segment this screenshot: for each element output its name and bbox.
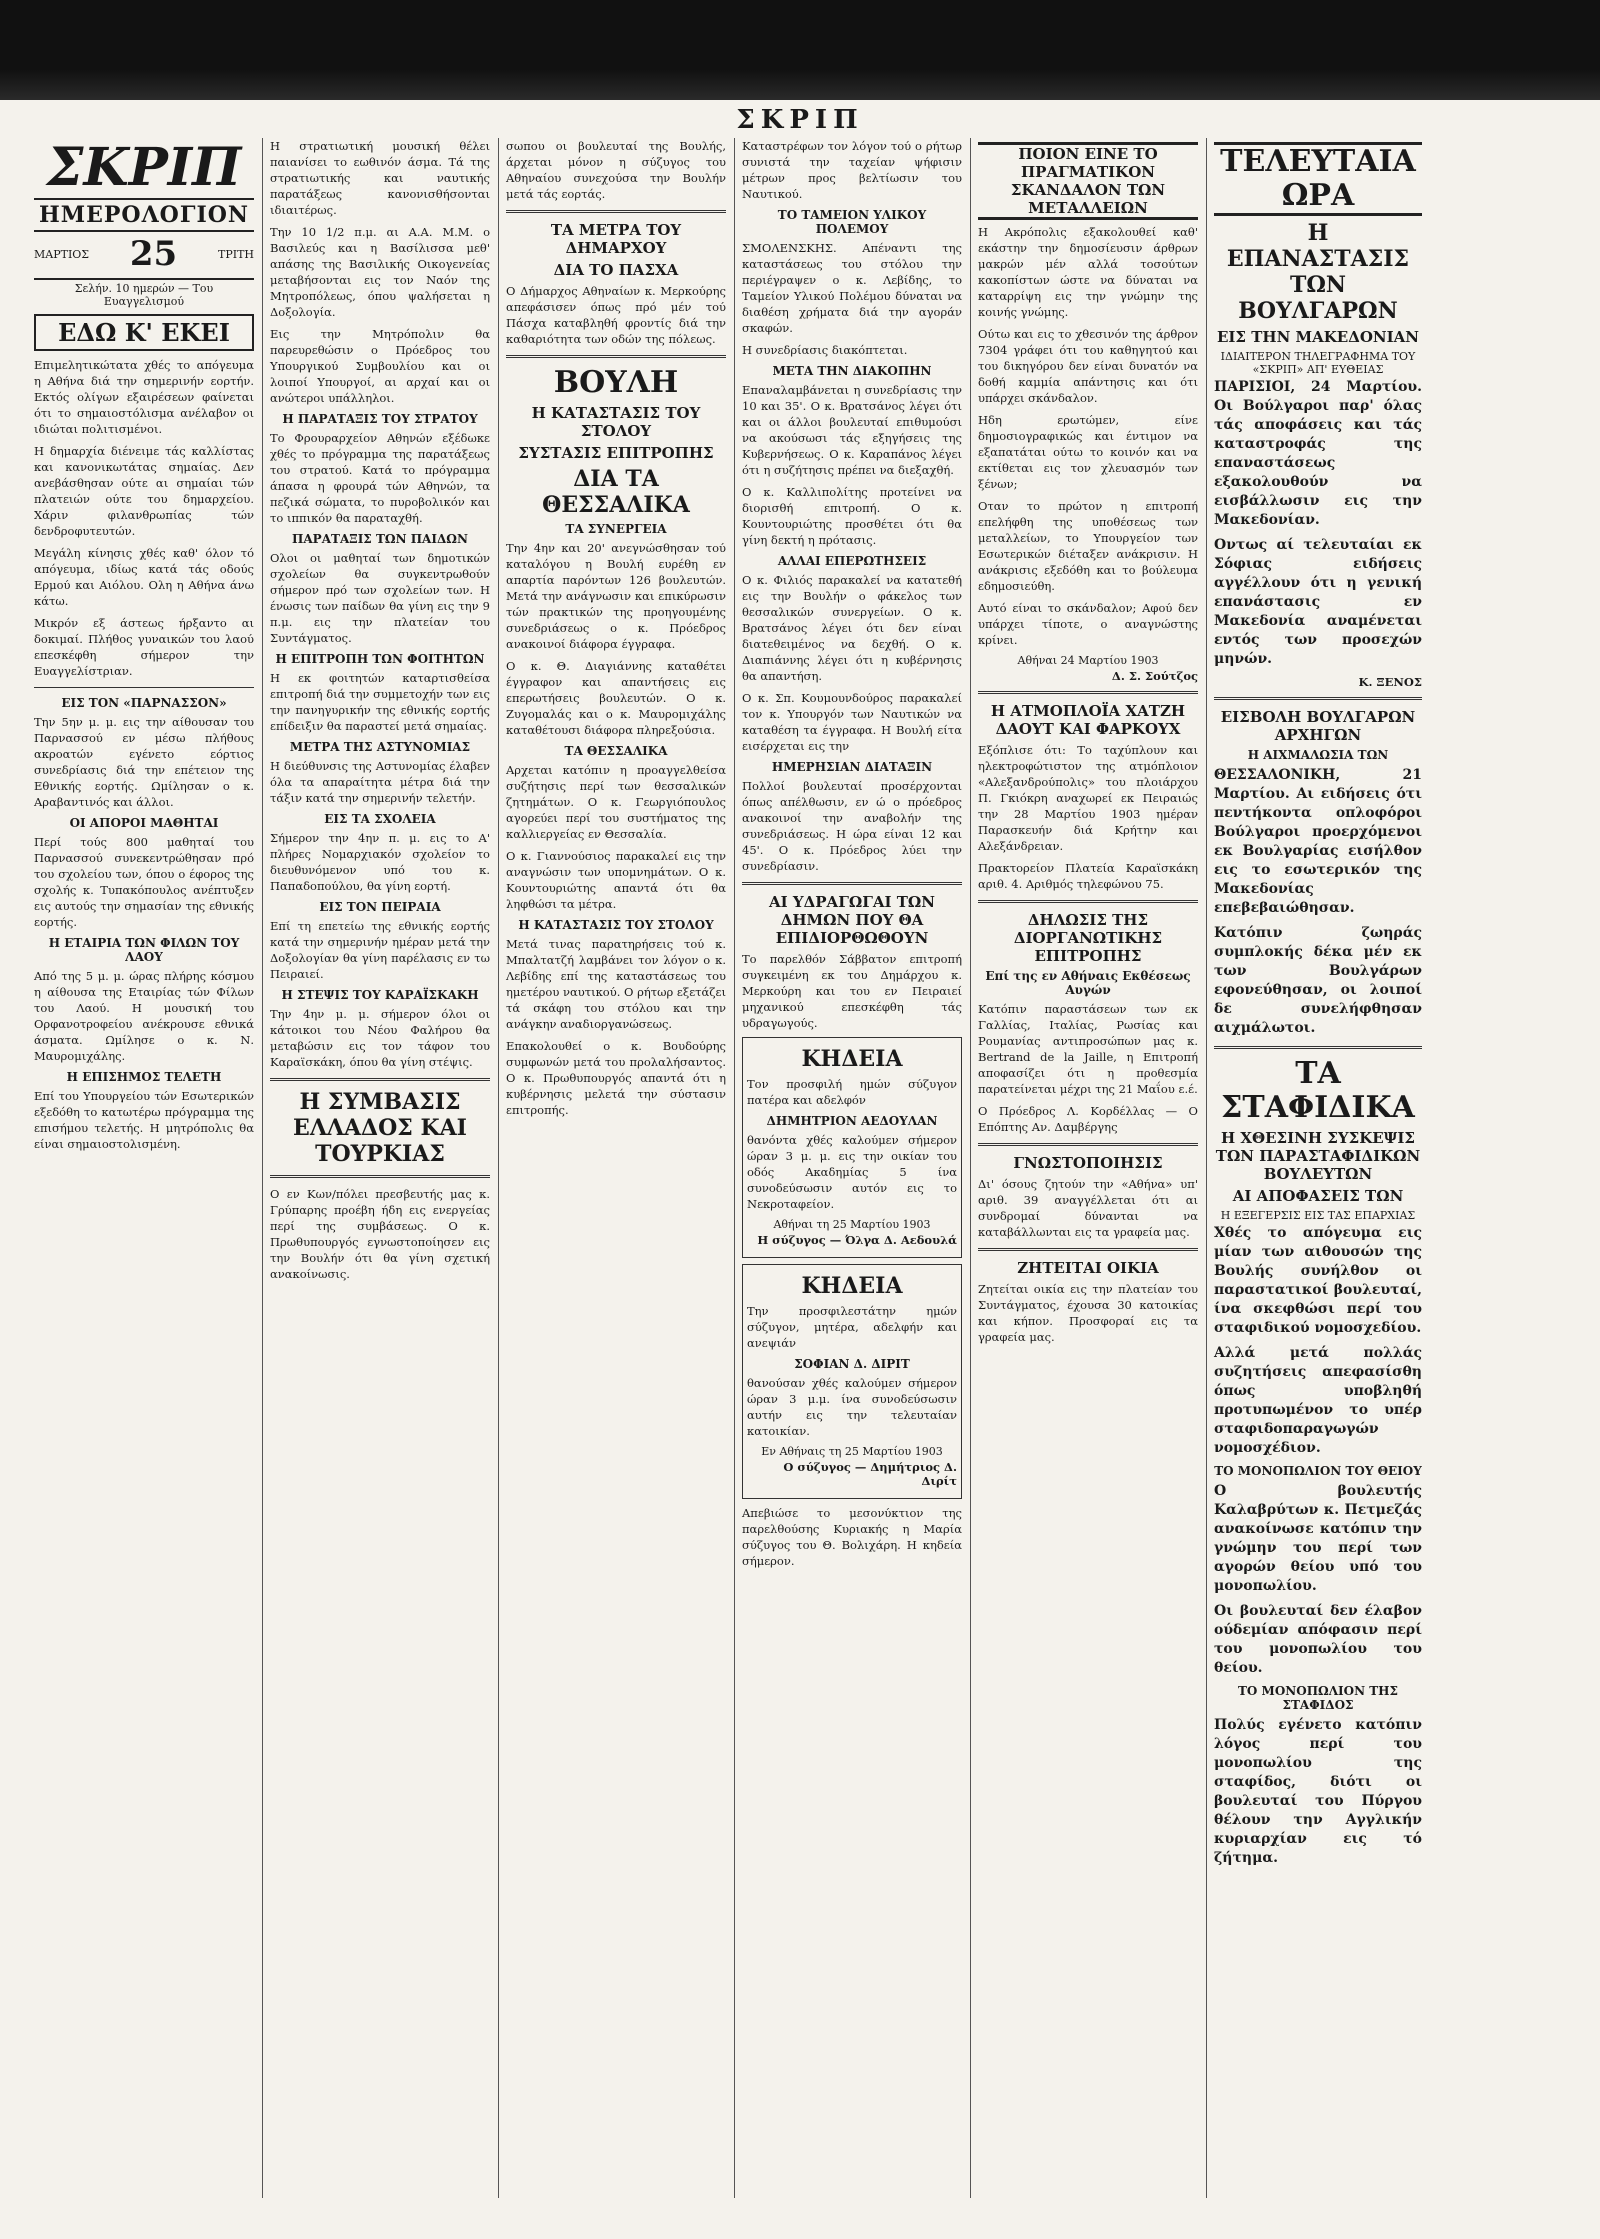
notice-date: Αθήναι τη 25 Μαρτίου 1903	[773, 1218, 931, 1231]
date-weekday: ΤΡΙΤΗ	[217, 247, 254, 261]
article-text: Η Ακρόπολις εξακολουθεί καθ' εκάστην την δημοσίευσιν άρθρων μακρών μέν αλλά τοσούτων κακοπίστων ώστε να δύναται να καταρρίψη εις την γνώμην της κοινής γνώμης.	[978, 225, 1198, 319]
date-extra: Σελήν. 10 ημερών — Του Ευαγγελισμού	[74, 282, 214, 308]
article-text: Η δημαρχία διένειμε τάς καλλίστας και κανονικωτάτας σημαίας. Δεν ανεβάσθησαν ούτε αι σημαίαι τών πλατειών ούτε του δημαρχείου. Χάριν φιλανθρωπίας τών δενδροφυτευτών.	[34, 444, 254, 538]
article-text: Περί τούς 800 μαθηταί του Παρνασσού συνεκεντρώθησαν πρό του σχολείου των, όπου ο έφορος της σχολής κ. Τυπακόπουλος ανέπτυξεν εις αυτούς την σημασίαν της εθνικής εορτής.	[34, 835, 254, 929]
headline-zitoitai: ΖΗΤΕΙΤΑΙ ΟΙΚΙΑ	[1017, 1259, 1159, 1277]
article-text: Την 4ην και 20' ανεγνώσθησαν τού καταλόγου η Βουλή ευρέθη εν απαρτία παρόντων 126 βουλευτών. Μετά την ανάγνωσιν και επικύρωσιν τών πρακτικών της προηγουμένης συνεδριάσεως ο κ. Πρόεδρος ανακοινοί διάφορα έγγραφα.	[506, 541, 726, 651]
headline-epitropis: ΑΛΛΑΙ ΕΠΕΡΩΤΗΣΕΙΣ	[777, 554, 927, 568]
article-signature: Κ. ΞΕΝΟΣ	[1358, 675, 1422, 689]
notice-text: Την προσφιλεστάτην ημών σύζυγον, μητέρα, αδελφήν και ανεψιάν	[747, 1304, 957, 1350]
article-text: σωπου οι βουλευταί της Βουλής, άρχεται μόνον η σύζυγος του Αθηναίου συνεχούσα την Βουλήν μετά τάς εορτάς.	[506, 139, 726, 201]
headline-epanastasis: Η ΕΠΑΝΑΣΤΑΣΙΣ ΤΩΝ ΒΟΥΛΓΑΡΩΝ	[1226, 220, 1410, 324]
ad-text: Κατόπιν παραστάσεων των εκ Γαλλίας, Ιταλίας, Ρωσίας και Ρουμανίας αντιπροσώπων μας κ. Bertrand de la Jaille, η Επιτροπή αποφασίζει ότι η προθεσμία παρατείνεται μέχρι της 21 Μαΐου ε.έ.	[978, 1002, 1198, 1096]
divider	[34, 687, 254, 688]
article-text: Οταν το πρώτον η επιτροπή επελήφθη της υποθέσεως των μεταλλείων, το Υπουργείον των Εσωτερικών διέταξεν ανάκρισιν. Η ανάκρισις εξεδόθη και το βούλευμα εδημοσιεύθη.	[978, 499, 1198, 593]
column-rule	[970, 138, 971, 2198]
divider	[1214, 697, 1422, 700]
divider	[978, 900, 1198, 903]
article-text: Πολύς εγένετο κατόπιν λόγος περί του μονοπωλίου της σταφίδος, διότι οι βουλευταί του Πύργου θέλουν την Αγγλικήν κυριαρχίαν εις τό ζήτημα.	[1214, 1717, 1422, 1866]
divider	[506, 210, 726, 213]
telegram-label: ΙΔΙΑΙΤΕΡΟΝ ΤΗΛΕΓΡΑΦΗΜΑ ΤΟΥ «ΣΚΡΙΠ» ΑΠ' ΕΥΘΕΙΑΣ	[1220, 350, 1416, 376]
divider	[978, 1248, 1198, 1251]
headline-imerisian: ΗΜΕΡΗΣΙΑΝ ΔΙΑΤΑΞΙΝ	[771, 760, 933, 774]
article-signature: Δ. Σ. Σούτζος	[1111, 669, 1198, 683]
divider	[270, 1078, 490, 1081]
article-text: Ο εν Κων/πόλει πρεσβευτής μας κ. Γρύπαρης προέβη ήδη εις ενεργείας περί της συμβάσεως. Ο κ. Πρωθυπουργός εγνωστοποίησεν εις την Βουλήν ότι θα γίνη σχετική ανακοίνωσις.	[270, 1187, 490, 1281]
headline-etairia: Η ΕΤΑΙΡΙΑ ΤΩΝ ΦΙΛΩΝ ΤΟΥ ΛΑΟΥ	[48, 936, 240, 964]
ad-text: Εξόπλισε ότι: Το ταχύπλουν και ηλεκτροφώτιστον της ατμόπλοιον «Αλεξανδρούπολις» του πλοιάρχου Π. Γκιόκρη αναχωρεί εκ Πειραιώς την 28 Μαρτίου 1903 ημέραν Παρασκευήν διά Κρήτην και Αλεξάνδρειαν.	[978, 743, 1198, 853]
masthead-sub: ΗΜΕΡΟΛΟΓΙΟΝ	[34, 198, 254, 232]
article-text: Αυτό είναι το σκάνδαλον; Αφού δεν υπάρχει τίποτε, ο αναγνώστης κρίνει.	[978, 601, 1198, 647]
headline-parnassos: ΕΙΣ ΤΟΝ «ΠΑΡΝΑΣΣΟΝ»	[61, 696, 227, 710]
article-text: ΣΜΟΛΕΝΣΚΗΣ. Απέναντι της καταστάσεως του στόλου την περιέγραψεν ο κ. Λεβίδης, το Ταμείον Υλικού Πολέμου δύναται να διαθέση χρήματα διά την αγοράν σκαφών.	[742, 241, 962, 335]
notice-date: Εν Αθήναις τη 25 Μαρτίου 1903	[761, 1445, 943, 1458]
headline-monopolion: ΤΟ ΜΟΝΟΠΩΛΙΟΝ ΤΟΥ ΘΕΙΟΥ	[1214, 1464, 1422, 1478]
article-text: Η διεύθυνσις της Αστυνομίας έλαβεν όλα τα απαραίτητα μέτρα διά την τάξιν κατά την σημερινήν τελετήν.	[270, 759, 490, 805]
divider	[506, 355, 726, 358]
column-rule	[1206, 138, 1207, 2198]
column-5	[972, 138, 1204, 2198]
article-text: Την 5ην μ. μ. εις την αίθουσαν του Παρνασσού εν μέσω πλήθους ακροατών εγένετο εόρτιος συνεδρίασις διά την επέτειον της Εθνικής εορτής. Ωμίλησαν ο κ. Αραβαντινός και άλλοι.	[34, 715, 254, 809]
headline-poion: ΠΟΙΟΝ ΕΙΝΕ ΤΟ ΠΡΑΓΜΑΤΙΚΟΝ ΣΚΑΝΔΑΛΟΝ ΤΩΝ ΜΕΤΑΛΛΕΙΩΝ	[978, 142, 1198, 220]
notice-signature: Ο σύζυγος — Δημήτριος Δ. Διρίτ	[783, 1460, 957, 1488]
funeral-notice-1	[742, 1037, 962, 1258]
article-text: Η συνεδρίασις διακόπτεται.	[742, 343, 908, 357]
article-text: Επαναλαμβάνεται η συνεδρίασις την 10 και 35'. Ο κ. Βρατσάνος λέγει ότι και οι άλλοι βουλευταί επιθυμούσι να ακούσωσι τάς εξηγήσεις της Κυβερνήσεως. Ο κ. Καραπάνος λέγει ότι η συζήτησις πρέπει να διεξαχθή.	[742, 383, 962, 477]
article-text: Από της 5 μ. μ. ώρας πλήρης κόσμου η αίθουσα της Εταιρίας τών Φίλων του Λαού. Η μουσική του Ορφανοτροφείου ανέκρουσε εθνικά άσματα. Ωμίλησε ο κ. Ν. Μαυρομιχάλης.	[34, 969, 254, 1063]
ad-text: Ο Πρόεδρος Λ. Κορδέλλας — Ο Επόπτης Αν. Δαμβέργης	[978, 1104, 1198, 1134]
headline-gnostopoiisis: ΓΝΩΣΤΟΠΟΙΗΣΙΣ	[1013, 1154, 1163, 1172]
headline-metra: ΤΑ ΜΕΤΡΑ ΤΟΥ ΔΗΜΑΡΧΟΥ	[550, 221, 682, 257]
column-3	[500, 138, 732, 2198]
deceased-name: ΣΟΦΙΑΝ Δ. ΔΙΡΙΤ	[794, 1357, 910, 1371]
headline-systasis: ΣΥΣΤΑΣΙΣ ΕΠΙΤΡΟΠΗΣ	[518, 444, 714, 462]
ad-text: Δι' όσους ζητούν την «Αθήνα» υπ' αριθ. 39 αναγγέλλεται ότι αι συνδρομαί δύνανται να καταβάλλωνται εις τα γραφεία μας.	[978, 1177, 1198, 1239]
divider	[270, 1175, 490, 1178]
divider	[1214, 1046, 1422, 1049]
article-text: Ο βουλευτής Καλαβρύτων κ. Πετμεζάς ανακοίνωσε κατόπιν την γνώμην του περί των αγορών θείου υπό του μονοπωλίου.	[1214, 1483, 1422, 1594]
article-text: Η στρατιωτική μουσική θέλει παιανίσει το εωθινόν άσμα. Τά της στρατιωτικής και ναυτικής παρατάξεως κανονισθήσονται ιδιαιτέρως.	[270, 139, 490, 217]
article-text: Μικρόν εξ άστεως ήρξαντο αι δοκιμαί. Πλήθος γυναικών του λαού επεσκέφθη σήμερον την Ευαγγελίστριαν.	[34, 616, 254, 678]
divider	[742, 882, 962, 885]
column-rule	[262, 138, 263, 2198]
headline-makedonia: ΕΙΣ ΤΗΝ ΜΑΚΕΔΟΝΙΑΝ	[1216, 328, 1420, 346]
article-text: Ο κ. Φιλιός παρακαλεί να κατατεθή εις την Βουλήν ο φάκελος των θεσσαλικών συνεργείων. Ο κ. Βρατσάνος λέγει ότι δεν είναι διατεθειμένος να δεχθή. Ο κ. Διαπιάννης λέγει ότι η κυβέρνησις θα απαντήση.	[742, 573, 962, 683]
headline-katastasis: Η ΚΑΤΑΣΤΑΣΙΣ ΤΟΥ ΣΤΟΛΟΥ	[531, 404, 701, 440]
article-text: ΠΑΡΙΣΙΟΙ, 24 Μαρτίου. Οι Βούλγαροι παρ' όλας τάς αποφάσεις και τάς καταστροφάς της επαναστάσεως εξακολουθούν να εισβάλλωσιν εις την Μακεδονίαν.	[1214, 379, 1422, 528]
headline-aporoi: ΟΙ ΑΠΟΡΟΙ ΜΑΘΗΤΑΙ	[69, 816, 219, 830]
notice-text: θανόντα χθές καλούμεν σήμερον ώραν 3 μ. μ. εις την οικίαν του οδός Ακαδημίας 5 ίνα συνοδεύσωσιν αυτόν εις το Νεκροταφείον.	[747, 1133, 957, 1211]
headline-kideia: ΚΗΔΕΙΑ	[801, 1046, 903, 1072]
date-month: ΜΑΡΤΙΟΣ	[34, 247, 90, 261]
article-text: Ούτω και εις το χθεσινόν της άρθρον 7304 γράφει ότι του καθηγητού και του δικηγόρου δεν είναι δυνατόν να δοθή καμμία απάντησις και ότι υπάρχει σκάνδαλον.	[978, 327, 1198, 405]
headline-sxoleia: ΕΙΣ ΤΑ ΣΧΟΛΕΙΑ	[324, 812, 436, 826]
ad-text: Πρακτορείον Πλατεία Καραϊσκάκη αριθ. 4. Αριθμός τηλεφώνου 75.	[978, 861, 1198, 891]
headline-diloseis: ΔΗΛΩΣΙΣ ΤΗΣ ΔΙΟΡΓΑΝΩΤΙΚΗΣ ΕΠΙΤΡΟΠΗΣ	[1013, 911, 1163, 965]
ad-text: Ζητείται οικία εις την πλατείαν του Συντάγματος, έχουσα 30 κατοικίας και κήπον. Προσφοραί εις τα γραφεία μας.	[978, 1282, 1198, 1344]
headline-eisvoli: ΕΙΣΒΟΛΗ ΒΟΥΛΓΑΡΩΝ ΑΡΧΗΓΩΝ	[1220, 708, 1416, 744]
article-text: Ο Δήμαρχος Αθηναίων κ. Μερκούρης απεφάσισεν όπως πρό μέν τού Πάσχα καταβληθή φροντίς διά την καθαριότητα των οδών της πόλεως.	[506, 284, 726, 346]
article-text: Ο κ. Γιαννούσιος παρακαλεί εις την αναγνώσιν των υπομνημάτων. Ο κ. Κουντουριώτης απαντά ότι θα ληφθώσι τα μέτρα.	[506, 849, 726, 911]
article-text: Μεγάλη κίνησις χθές καθ' όλον τό απόγευμα, ιδίως κατά τάς οδούς Ερμού και Αιόλου. Ολη η Αθήνα άνω κάτω.	[34, 546, 254, 608]
deceased-name: ΔΗΜΗΤΡΙΟΝ ΑΕΔΟΥΛΑΝ	[766, 1114, 938, 1128]
article-text: Εις την Μητρόπολιν θα παρευρεθώσιν ο Πρόεδρος του Υπουργικού Συμβουλίου και οι λοιποί Υπουργοί, αι αρχαί και οι ανώτεροι υπάλληλοι.	[270, 327, 490, 405]
column-1	[28, 138, 260, 2198]
article-text: Χθές το απόγευμα εις μίαν των αιθουσών της Βουλής συνήλθον οι παραστατικοί βουλευταί, ίνα σκεφθώσι περί του σταφιδικού νομοσχεδίου.	[1214, 1225, 1422, 1336]
headline-diakopi: ΜΕΤΑ ΤΗΝ ΔΙΑΚΟΠΗΝ	[772, 364, 932, 378]
article-text: Ολοι οι μαθηταί των δημοτικών σχολείων θα συγκεντρωθούν σήμερον πρό των σχολείων των. Η ένωσις των παίδων θα γίνη εις την 9 π.μ. εις την πλατείαν του Συντάγματος.	[270, 551, 490, 645]
article-text: Επί του Υπουργείου τών Εσωτερικών εξεδόθη το κατωτέρω πρόγραμμα της επισήμου τελετής. Η μητρόπολις θα είναι σημαιοστολισμένη.	[34, 1089, 254, 1151]
article-text: Μετά τινας παρατηρήσεις τού κ. Μπαλτατζή λαμβάνει τον λόγον ο κ. Λεβίδης επί της καταστάσεως του ημετέρου ναυτικού. Ο ρήτωρ εξετάζει τά σκάφη του στόλου και την ανάγκην αναδιοργανώσεως.	[506, 937, 726, 1031]
article-text: Επακολουθεί ο κ. Βουδούρης συμφωνών μετά του προλαλήσαντος. Ο κ. Πρωθυπουργός απαντά ότι η κυβέρνησις μελετά την σύστασιν επιτροπής.	[506, 1039, 726, 1117]
article-text: Το Φρουραρχείον Αθηνών εξέδωκε χθές το πρόγραμμα της παρατάξεως του στρατού. Κατά το πρόγραμμα άπασα η φρουρά τών Αθηνών, τα πεζικά σώματα, το πυροβολικόν και το ιππικόν θα παραταχθή.	[270, 431, 490, 525]
article-text: Ηδη ερωτώμεν, είνε δημοσιογραφικώς και έντιμον να εξαπατάται ούτω το κοινόν και να εκτίθεται εις τον χλευασμόν των ξένων;	[978, 413, 1198, 491]
article-text: Επιμελητικώτατα χθές το απόγευμα η Αθήνα διά την σημερινήν εορτήν. Εκτός ολίγων εξαιρέσεων φαίνεται ότι το σημαιοστόλισμα ανέλαβον οι ιδιώται πολιτισμένοι.	[34, 358, 254, 436]
headline-teleutaia: ΤΕΛΕΥΤΑΙΑ ΩΡΑ	[1214, 142, 1422, 216]
column-rule	[498, 138, 499, 2198]
headline-vouli: ΒΟΥΛΗ	[553, 365, 679, 400]
article-text: Η εκ φοιτητών καταρτισθείσα επιτροπή διά την συμμετοχήν των εις την πανηγυρικήν της εθνικής εορτής επίδειξιν θα παραστεί μετά σημαίας.	[270, 671, 490, 733]
headline-paidon: ΠΑΡΑΤΑΞΙΣ ΤΩΝ ΠΑΙΔΩΝ	[292, 532, 468, 546]
column-rule	[734, 138, 735, 2198]
headline-tameion: ΤΟ ΤΑΜΕΙΟΝ ΥΛΙΚΟΥ ΠΟΛΕΜΟΥ	[777, 208, 927, 236]
headline-karaiskaki: Η ΣΤΕΨΙΣ ΤΟΥ ΚΑΡΑΪΣΚΑΚΗ	[281, 988, 479, 1002]
column-6	[1208, 138, 1428, 2198]
article-text: Σήμερον την 4ην π. μ. εις το Α' πλήρες Νομαρχιακόν σχολείον το διευθυνόμενον υπό του κ. Παπαδοπούλου, θα γίνη εορτή.	[270, 831, 490, 893]
headline-foititon: Η ΕΠΙΤΡΟΠΗ ΤΩΝ ΦΟΙΤΗΤΩΝ	[275, 652, 485, 666]
column-4	[736, 138, 968, 2198]
headline-kideia-2: ΚΗΔΕΙΑ	[801, 1273, 903, 1299]
headline-atmoplia: Η ΑΤΜΟΠΛΟΪΑ ΧΑΤΖΗ ΔΑΟΥΤ ΚΑΙ ΦΑΡΚΟΥΧ	[990, 702, 1186, 738]
notice-signature: Η σύζυγος — Όλγα Δ. Αεδουλά	[757, 1233, 957, 1247]
headline-aixm: Η ΑΙΧΜΑΛΩΣΙΑ ΤΩΝ	[1247, 748, 1389, 762]
headline-monopolion-2: ΤΟ ΜΟΝΟΠΩΛΙΟΝ ΤΗΣ ΣΤΑΦΙΔΟΣ	[1237, 1684, 1398, 1712]
headline-peiraia: ΕΙΣ ΤΟΝ ΠΕΙΡΑΙΑ	[319, 900, 441, 914]
article-text: Την 4ην μ. μ. σήμερον όλοι οι κάτοικοι του Νέου Φαλήρου θα μεταβώσιν εις τον τάφον του Καραϊσκάκη, όπου θα γίνη στέψις.	[270, 1007, 490, 1069]
scan-top-band	[0, 0, 1600, 100]
article-text: Ο κ. Καλλιπολίτης προτείνει να διορισθή επιτροπή. Ο κ. Κουντουριώτης προσθέτει ότι θα γίνη δεκτή η πρότασις.	[742, 485, 962, 547]
date-day: 25	[129, 234, 178, 274]
article-text: Πολλοί βουλευταί προσέρχονται όπως απέλθωσιν, εν ώ ο πρόεδρος ανακοινοί την αναβολήν της συνεδριάσεως. Η ώρα είναι 12 και 45'. Ο κ. Πρόεδρος λύει την συνεδρίασιν.	[742, 779, 962, 873]
article-text: Την 10 1/2 π.μ. αι Α.Α. Μ.Μ. ο Βασιλεύς και η Βασίλισσα μεθ' απάσης της Βασιλικής Οικογενείας μεταβήσονται εις τον Ναόν της Μητροπόλεως, όπου ψαλήσεται η Δοξολογία.	[270, 225, 490, 319]
article-text: Το παρελθόν Σάββατον επιτροπή συγκειμένη εκ του Δημάρχου κ. Μερκούρη και του εν Πειραιεί μηχανικού επεσκέφθη τάς υδραγωγούς.	[742, 952, 962, 1030]
headline-apofaseis: ΑΙ ΑΠΟΦΑΣΕΙΣ ΤΩΝ	[1232, 1187, 1404, 1205]
date-bar	[34, 232, 254, 280]
headline-thessalika-2: ΤΑ ΘΕΣΣΑΛΙΚΑ	[564, 744, 668, 758]
headline-parataxis: Η ΠΑΡΑΤΑΞΙΣ ΤΟΥ ΣΤΡΑΤΟΥ	[282, 412, 478, 426]
article-text: Καταστρέφων τον λόγον τού ο ρήτωρ συνιστά την ταχείαν ψήφισιν μέτρων προς βελτίωσιν του Ναυτικού.	[742, 139, 962, 201]
article-text: Αρχεται κατόπιν η προαγγελθείσα συζήτησις περί των θεσσαλικών ζητημάτων. Ο κ. Γεωργιόπουλος αγορεύει περί του συστήματος της καλλιεργείας εν Θεσσαλία.	[506, 763, 726, 841]
notice-text: Απεβιώσε το μεσονύκτιον της παρελθούσης Κυριακής η Μαρία σύζυγος του Θ. Βολιχάρη. Η κηδεία σήμερον.	[742, 1506, 962, 1568]
headline-episimos: Η ΕΠΙΣΗΜΟΣ ΤΕΛΕΤΗ	[66, 1070, 222, 1084]
headline-synergeia: ΤΑ ΣΥΝΕΡΓΕΙΑ	[565, 522, 667, 536]
headline-ydragogeia: ΑΙ ΥΔΡΑΓΩΓΑΙ ΤΩΝ ΔΗΜΩΝ ΠΟΥ ΘΑ ΕΠΙΔΙΟΡΘΩΘΟΥΝ	[769, 893, 935, 947]
article-date: Αθήναι 24 Μαρτίου 1903	[1017, 654, 1159, 667]
headline-syskepsis: Η ΧΘΕΣΙΝΗ ΣΥΣΚΕΨΙΣ ΤΩΝ ΠΑΡΑΣΤΑΦΙΔΙΚΩΝ ΒΟΥΛΕΥΤΩΝ	[1215, 1129, 1421, 1183]
headline-pasxa: ΔΙΑ ΤΟ ΠΑΣΧΑ	[553, 261, 679, 279]
headline-symvasis: Η ΣΥΜΒΑΣΙΣ ΕΛΛΑΔΟΣ ΚΑΙ ΤΟΥΡΚΙΑΣ	[293, 1089, 467, 1167]
headline-eparxias: Η ΕΞΕΓΕΡΣΙΣ ΕΙΣ ΤΑΣ ΕΠΑΡΧΙΑΣ	[1220, 1209, 1416, 1222]
notice-text: Τον προσφιλή ημών σύζυγον πατέρα και αδελφόν	[747, 1077, 957, 1107]
divider	[978, 691, 1198, 694]
newspaper-page	[28, 138, 1600, 2218]
article-text: Επί τη επετείω της εθνικής εορτής κατά την σημερινήν ημέραν μετά την Δοξολογίαν θα γίνη παρέλασις εν τω Πειραιεί.	[270, 919, 490, 981]
headline-katastasis-2: Η ΚΑΤΑΣΤΑΣΙΣ ΤΟΥ ΣΤΟΛΟΥ	[518, 918, 714, 932]
funeral-notice-2	[742, 1264, 962, 1499]
divider	[978, 1143, 1198, 1146]
column-2	[264, 138, 496, 2198]
headline-thessalika: ΔΙΑ ΤΑ ΘΕΣΣΑΛΙΚΑ	[542, 466, 690, 518]
article-text: Ο κ. Θ. Διαγιάννης καταθέτει έγγραφον και απαντήσεις εις επερωτήσεις βουλευτών. Ο κ. Ζυγομαλάς και ο κ. Μαυρομιχάλης καταθέτουσι διάφορα πληρεξούσια.	[506, 659, 726, 737]
headline-edo: ΕΔΩ Κ' ΕΚΕΙ	[34, 314, 254, 351]
article-text: Κατόπιν ζωηράς συμπλοκής δέκα μέν εκ των Βουλγάρων εφονεύθησαν, οι λοιποί δε συνελήφθησαν αιχμάλωτοι.	[1214, 925, 1422, 1036]
headline-ekthesis: Επί της εν Αθήναις Εκθέσεως Αυγών	[985, 969, 1191, 997]
headline-astynomias: ΜΕΤΡΑ ΤΗΣ ΑΣΤΥΝΟΜΙΑΣ	[289, 740, 471, 754]
article-text: Οι βουλευταί δεν έλαβον ούδεμίαν απόφασιν περί του μονοπωλίου του θείου.	[1214, 1603, 1422, 1676]
notice-text: θανούσαν χθές καλούμεν σήμερον ώραν 3 μ.μ. ίνα συνοδεύσωσιν αυτήν εις την τελευταίαν κατοικίαν.	[747, 1376, 957, 1438]
article-text: ΘΕΣΣΑΛΟΝΙΚΗ, 21 Μαρτίου. Αι ειδήσεις ότι πεντήκοντα οπλοφόροι Βούλγαροι προερχόμενοι εκ Βουλγαρίας εισήλθον εις το εσωτερικόν της Μακεδονίας επεβεβαιώθησαν.	[1214, 767, 1422, 916]
article-text: Ο κ. Σπ. Κουμουνδούρος παρακαλεί τον κ. Υπουργόν των Ναυτικών να καταθέση τα έγγραφα. Η Βουλή είτα εισέρχεται εις την	[742, 691, 962, 753]
running-head: ΣΚΡΙΠ	[736, 105, 864, 135]
headline-stafidika: ΤΑ ΣΤΑΦΙΔΙΚΑ	[1221, 1056, 1415, 1125]
article-text: Αλλά μετά πολλάς συζητήσεις απεφασίσθη όπως υποβληθή προτυπωμένον το υπέρ σταφιδοπαραγωγών νομοσχέδιον.	[1214, 1345, 1422, 1456]
masthead-name: ΣΚΡΙΠ	[46, 138, 242, 198]
article-text: Οντως αί τελευταίαι εκ Σόφιας ειδήσεις αγγέλλουν ότι η γενική επανάστασις εν Μακεδονία αναμένεται εντός των προσεχών μηνών.	[1214, 537, 1422, 667]
